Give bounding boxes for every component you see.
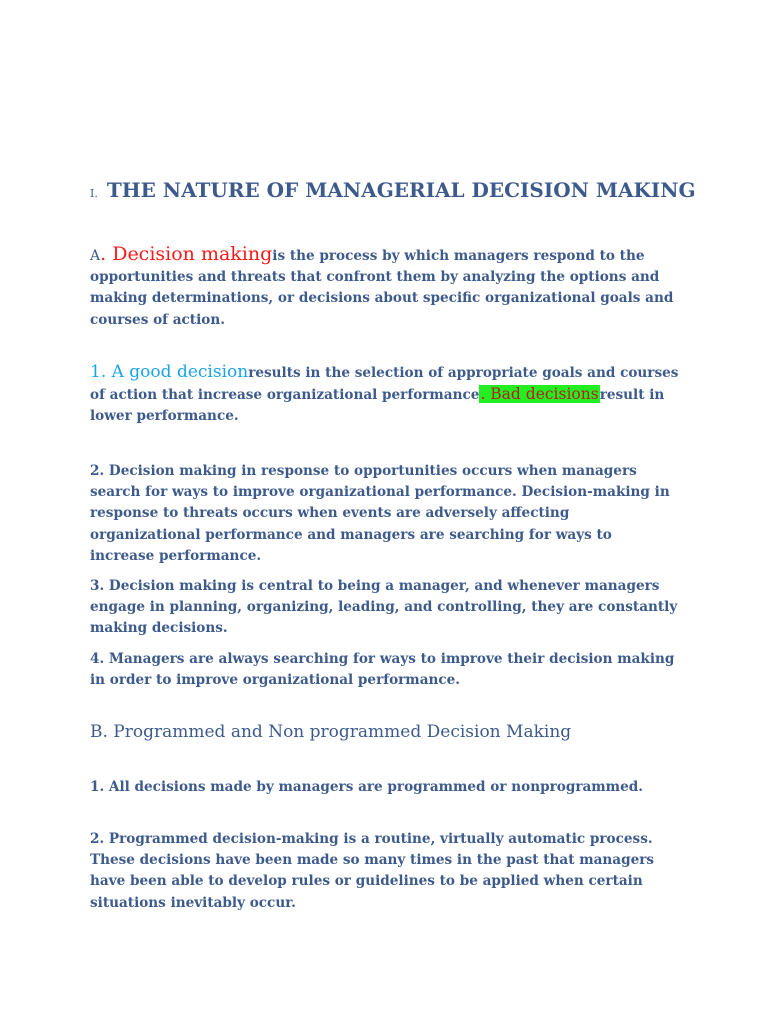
section-numeral: I.: [90, 187, 98, 200]
paragraph-1: [90, 362, 680, 428]
section-title: THE NATURE OF MANAGERIAL DECISION MAKING: [106, 178, 696, 202]
decision-making-term: . Decision making: [100, 243, 273, 265]
paragraph-b2: 2. Programmed decision-making is a routine, virtually automatic process. These decisions have been made so many times in the past that managers have been able to develop rules or guidelines to be applied when certain situations inevitably occur.: [90, 831, 655, 911]
paragraph-a: [90, 244, 680, 331]
paragraph-a-text: is the process by which managers respond to the opportunities and threats that confront them by analyzing the options and making determinations, or decisions about specific organizational goals and courses of action.: [90, 248, 674, 328]
paragraph-b1: 1. All decisions made by managers are programmed or nonprogrammed.: [90, 779, 643, 795]
paragraph-a-prefix: A: [90, 248, 101, 264]
section-heading-b: B. Programmed and Non programmed Decision Making: [90, 722, 572, 742]
paragraph-1-text-1: results in the selection of appropriate goals and courses of action that increase organizational performance: [90, 365, 679, 404]
good-decision-term: 1. A good decision: [90, 362, 249, 382]
paragraph-2: 2. Decision making in response to opportunities occurs when managers search for ways to improve organizational performance. Decision-making in response to threats occurs when events are adversely affecting organizational performance and managers are searching for ways to increase performance.: [90, 463, 670, 564]
paragraph-4: 4. Managers are always searching for ways to improve their decision making in order to improve organizational performance.: [90, 651, 675, 689]
paragraph-3: 3. Decision making is central to being a manager, and whenever managers engage in planning, organizing, leading, and controlling, they are constantly making decisions.: [90, 578, 678, 637]
bad-decisions-highlight: . Bad decisions: [480, 385, 599, 404]
section-heading-i: [90, 178, 696, 202]
paragraph-1-text-2: result in lower performance.: [90, 387, 665, 425]
